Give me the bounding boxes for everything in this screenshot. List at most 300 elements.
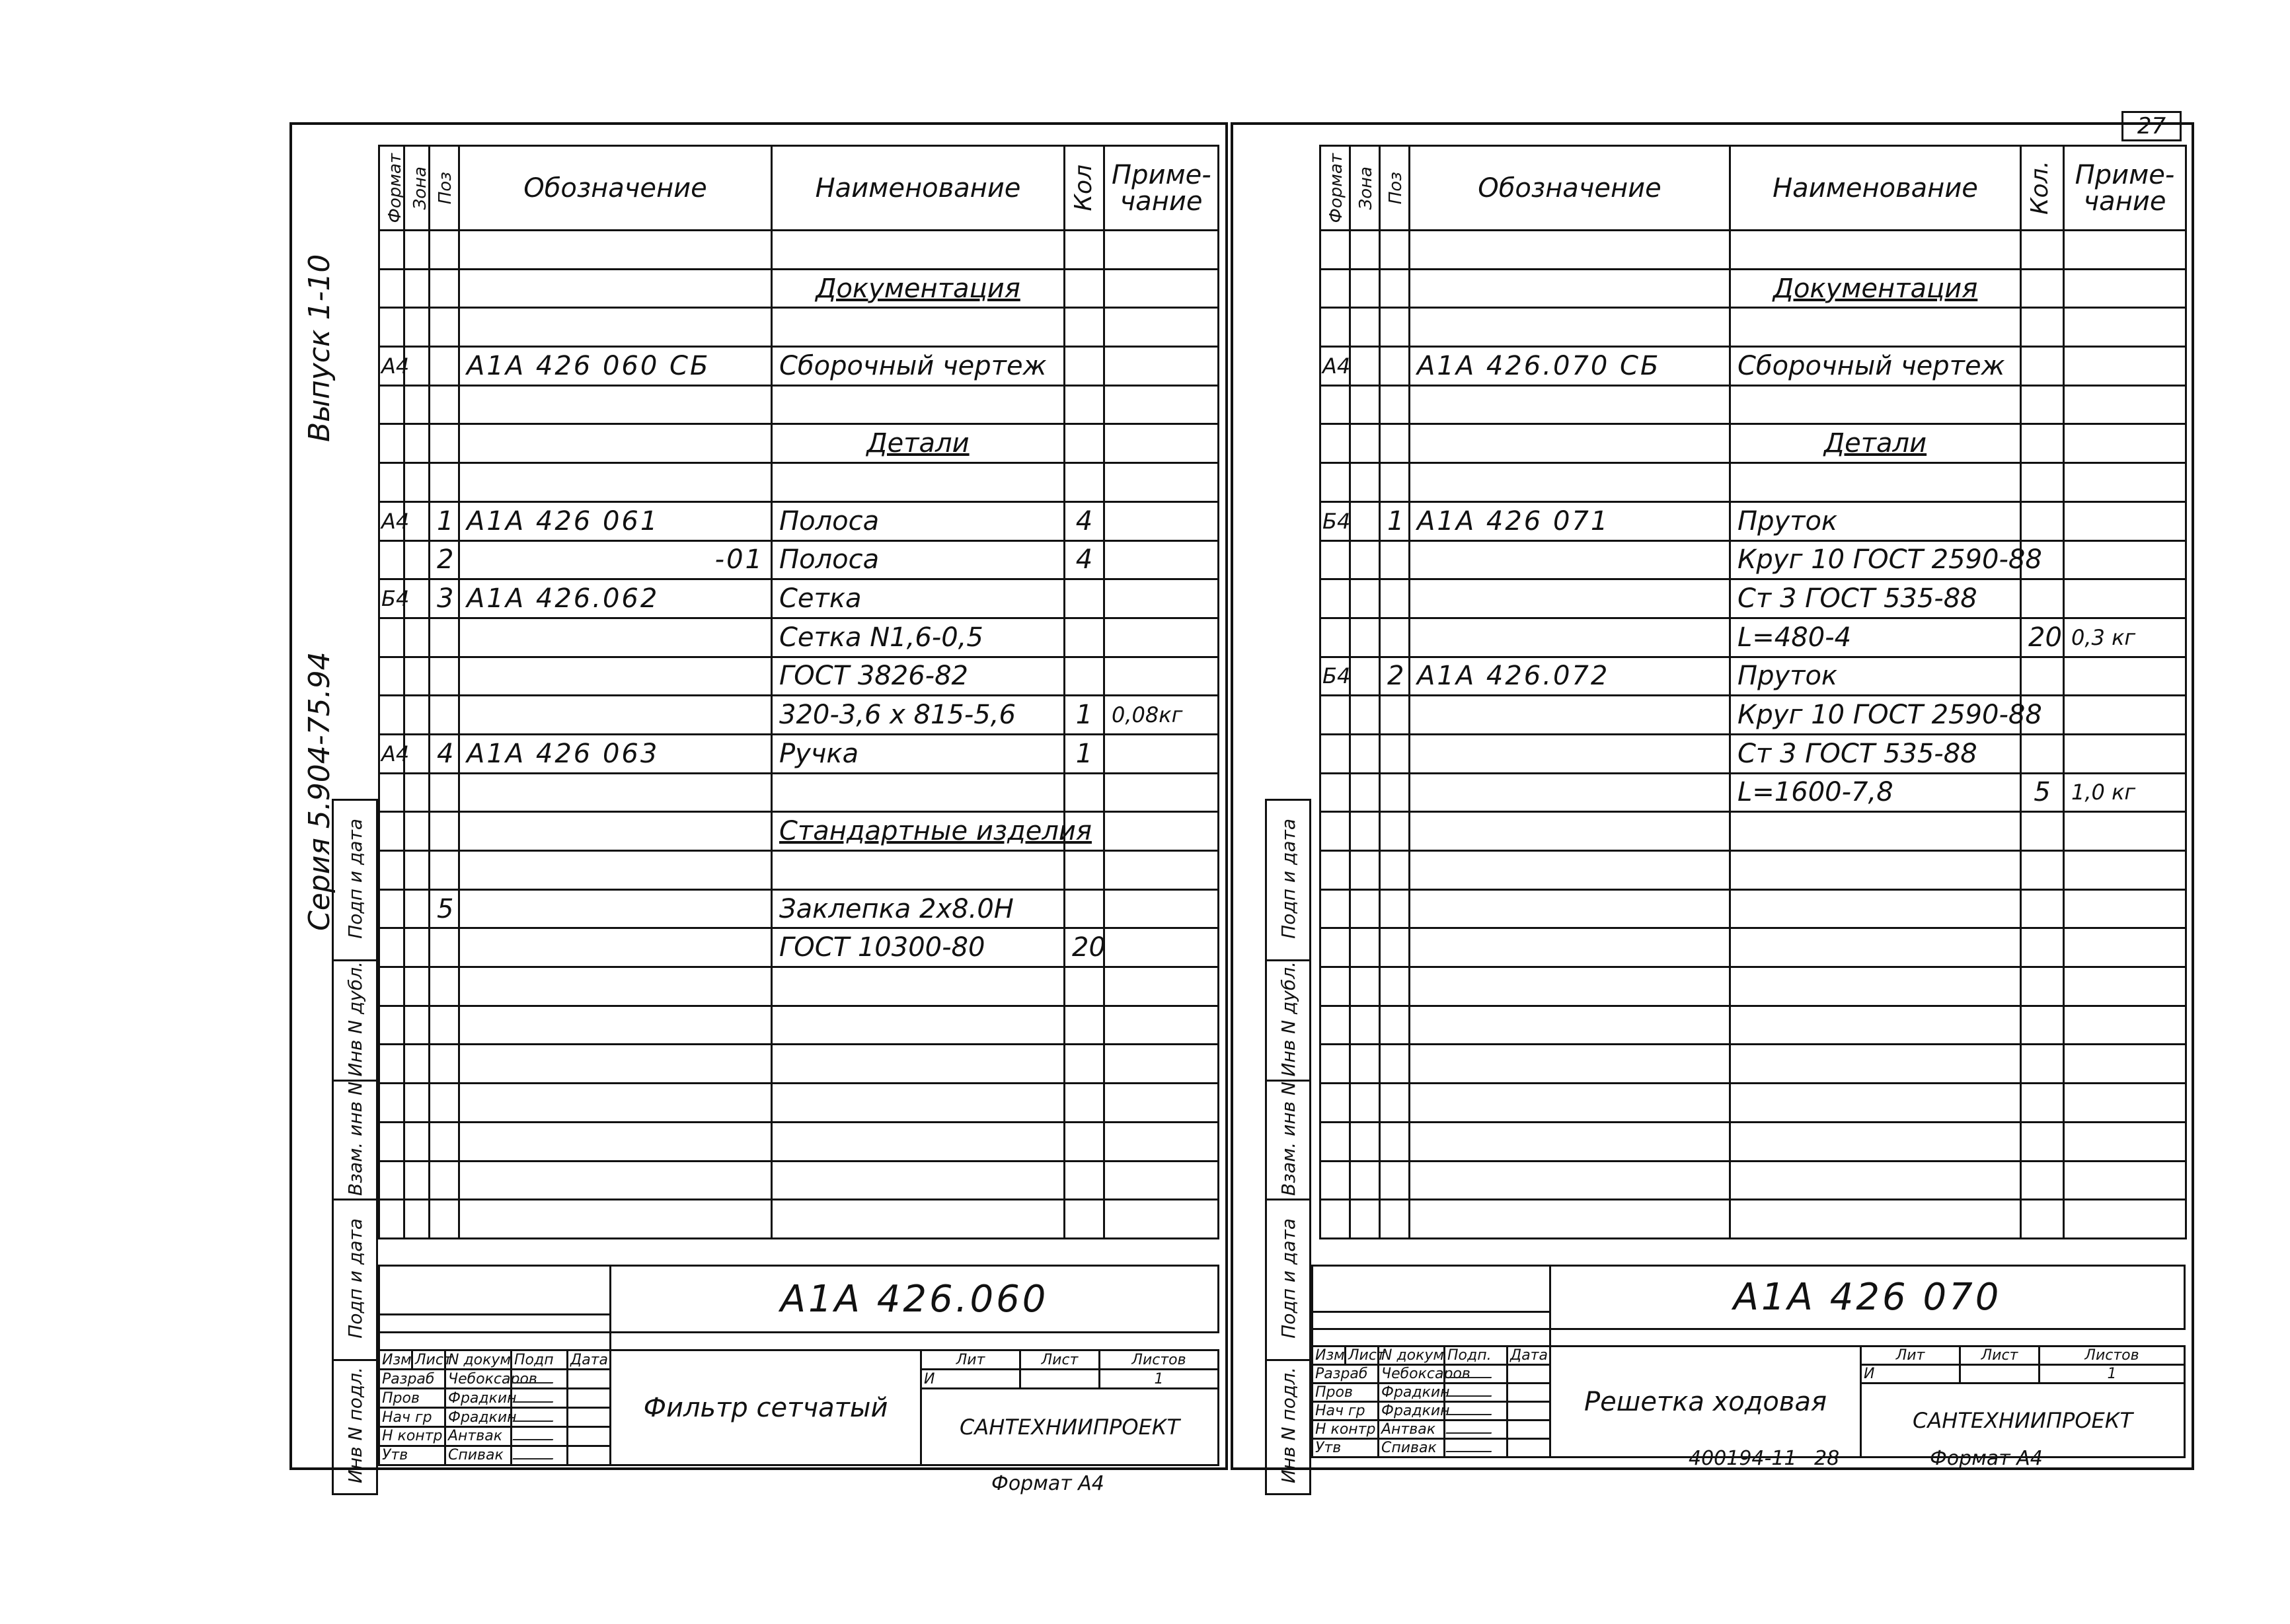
cell-note — [1104, 1200, 1219, 1239]
cell-note — [1104, 269, 1219, 308]
cell-note — [1104, 851, 1219, 890]
cell-note — [2064, 231, 2186, 270]
cell-name: Полоса — [772, 501, 1065, 540]
table-row — [1320, 851, 2186, 890]
table-row — [1320, 812, 2186, 851]
cell-pos — [1380, 540, 1410, 579]
cell-pos: 3 — [430, 579, 459, 618]
cell-name — [1730, 1006, 2021, 1045]
cell-zone — [1350, 269, 1380, 308]
cell-designation — [459, 1006, 772, 1045]
cell-name: L=480-4 — [1730, 618, 2021, 657]
cell-note — [2064, 889, 2186, 928]
cell-designation — [1410, 1045, 1730, 1084]
cell-qty — [2021, 424, 2064, 463]
cell-pos — [1380, 1122, 1410, 1161]
left-doc-code: А1А 426.060 — [611, 1266, 1219, 1333]
cell-designation — [1410, 269, 1730, 308]
cell-format: А4 — [379, 734, 404, 773]
cell-designation — [1410, 540, 1730, 579]
cell-qty — [2021, 501, 2064, 540]
cell-designation — [1410, 463, 1730, 502]
cell-note — [1104, 1006, 1219, 1045]
cell-zone — [1350, 424, 1380, 463]
cell-format — [379, 657, 404, 696]
cell-zone — [1350, 967, 1380, 1006]
cell-designation — [1410, 812, 1730, 851]
cell-format — [1320, 231, 1350, 270]
cell-pos — [430, 1161, 459, 1200]
cell-zone — [404, 889, 430, 928]
listov-head: Листов — [1100, 1350, 1219, 1370]
table-row — [1320, 424, 2186, 463]
cell-name: Ручка — [772, 734, 1065, 773]
cell-qty — [2021, 579, 2064, 618]
cell-note — [2064, 385, 2186, 424]
cell-qty — [2021, 1200, 2064, 1239]
cell-name — [772, 308, 1065, 347]
cell-qty — [1065, 851, 1104, 890]
cell-note — [1104, 657, 1219, 696]
stamp-head: Дата — [1508, 1347, 1550, 1365]
cell-designation — [459, 812, 772, 851]
cell-note — [1104, 347, 1219, 386]
table-row — [379, 1045, 1219, 1084]
cell-designation — [1410, 889, 1730, 928]
cell-format: Б4 — [1320, 501, 1350, 540]
cell-designation — [459, 1200, 772, 1239]
cell-format — [1320, 928, 1350, 967]
cell-pos: 1 — [1380, 501, 1410, 540]
table-row — [1320, 1122, 2186, 1161]
cell-designation — [459, 618, 772, 657]
cell-pos: 2 — [1380, 657, 1410, 696]
cell-designation — [459, 231, 772, 270]
table-row — [379, 1006, 1219, 1045]
col-zone: Зона — [410, 166, 430, 210]
cell-name: Пруток — [1730, 501, 2021, 540]
cell-qty — [1065, 1045, 1104, 1084]
cell-qty — [1065, 231, 1104, 270]
table-row — [379, 889, 1219, 928]
cell-note — [1104, 618, 1219, 657]
cell-qty — [2021, 851, 2064, 890]
cell-pos: 5 — [430, 889, 459, 928]
cell-designation — [459, 889, 772, 928]
cell-note — [2064, 851, 2186, 890]
cell-zone — [404, 928, 430, 967]
cell-qty — [2021, 657, 2064, 696]
cell-qty — [2021, 734, 2064, 773]
table-row — [1320, 696, 2186, 735]
cell-qty — [1065, 1084, 1104, 1123]
cell-format — [1320, 734, 1350, 773]
col-note: Приме- чание — [2064, 146, 2186, 231]
cell-qty: 1 — [1065, 696, 1104, 735]
cell-designation: -01 — [459, 540, 772, 579]
cell-qty: 1 — [1065, 734, 1104, 773]
right-format-note: Формат А4 — [1930, 1447, 2043, 1470]
cell-qty — [2021, 889, 2064, 928]
cell-designation — [1410, 773, 1730, 812]
cell-name — [1730, 269, 2021, 308]
cell-pos — [1380, 967, 1410, 1006]
cell-note — [1104, 501, 1219, 540]
role-name: Антвак — [445, 1427, 512, 1446]
table-row — [379, 463, 1219, 502]
cell-zone — [404, 1084, 430, 1123]
cell-pos — [1380, 696, 1410, 735]
cell-qty — [2021, 1045, 2064, 1084]
cell-zone — [404, 967, 430, 1006]
cell-zone — [1350, 308, 1380, 347]
stamp-head: N докум — [1379, 1347, 1445, 1365]
role-name: Фрадкин — [445, 1408, 512, 1427]
cell-name: Полоса — [772, 540, 1065, 579]
cell-note — [1104, 1084, 1219, 1123]
role-name: Фрадкин — [1379, 1402, 1445, 1421]
cell-designation — [459, 463, 772, 502]
cell-note — [2064, 501, 2186, 540]
cell-qty — [2021, 1122, 2064, 1161]
role-label: Разраб — [379, 1370, 445, 1389]
cell-name: ГОСТ 3826-82 — [772, 657, 1065, 696]
stamp-head: Лист — [412, 1350, 445, 1370]
cell-note — [1104, 1045, 1219, 1084]
cell-designation: А1А 426.072 — [1410, 657, 1730, 696]
cell-zone — [404, 696, 430, 735]
cell-qty — [2021, 347, 2064, 386]
cell-format — [1320, 1045, 1350, 1084]
cell-format — [379, 1122, 404, 1161]
page-number: 27 — [2121, 111, 2182, 141]
cell-pos — [430, 385, 459, 424]
cell-pos — [430, 269, 459, 308]
list-head: Лист — [1960, 1347, 2040, 1365]
cell-format — [1320, 696, 1350, 735]
cell-zone — [1350, 231, 1380, 270]
cell-designation — [1410, 385, 1730, 424]
cell-note: 0,08кг — [1104, 696, 1219, 735]
signature — [512, 1370, 568, 1389]
cell-name — [1730, 308, 2021, 347]
cell-note — [2064, 1161, 2186, 1200]
cell-format — [1320, 1084, 1350, 1123]
cell-zone — [404, 1122, 430, 1161]
side-box-label: Инв N подл. — [1277, 1367, 1299, 1484]
cell-format — [379, 618, 404, 657]
cell-qty — [1065, 889, 1104, 928]
col-name: Наименование — [1730, 146, 2021, 231]
cell-note — [2064, 579, 2186, 618]
cell-format — [379, 851, 404, 890]
cell-designation — [459, 696, 772, 735]
cell-designation — [1410, 1122, 1730, 1161]
role-label: Нач гр — [1313, 1402, 1379, 1421]
left-doc-title: Фильтр сетчатый — [611, 1350, 921, 1465]
cell-format — [379, 1045, 404, 1084]
cell-designation: А1А 426 063 — [459, 734, 772, 773]
cell-qty — [2021, 269, 2064, 308]
cell-designation — [459, 1122, 772, 1161]
cell-format — [379, 231, 404, 270]
role-label: Нач гр — [379, 1408, 445, 1427]
cell-pos — [430, 347, 459, 386]
cell-name: L=1600-7,8 — [1730, 773, 2021, 812]
cell-pos — [430, 424, 459, 463]
cell-qty: 20 — [1065, 928, 1104, 967]
table-row — [379, 1200, 1219, 1239]
left-format-note: Формат А4 — [991, 1472, 1104, 1495]
cell-zone — [1350, 347, 1380, 386]
cell-note — [2064, 928, 2186, 967]
role-name: Фрадкин — [445, 1389, 512, 1408]
table-row — [379, 812, 1219, 851]
listov-head: Листов — [2040, 1347, 2185, 1365]
cell-note — [2064, 269, 2186, 308]
cell-qty: 20 — [2021, 618, 2064, 657]
doc-number: 400194-11 — [1689, 1447, 1797, 1470]
cell-zone — [404, 812, 430, 851]
table-row — [1320, 889, 2186, 928]
left-title-block — [378, 1265, 1219, 1466]
stamp-head: Подп — [512, 1350, 568, 1370]
stamp-head: Дата — [568, 1350, 611, 1370]
right-spec-sheet — [1231, 122, 2194, 1484]
col-format: Формат — [385, 153, 405, 223]
cell-format — [1320, 851, 1350, 890]
cell-designation — [1410, 618, 1730, 657]
cell-zone — [1350, 734, 1380, 773]
side-box-label: Подп и дата — [1277, 1218, 1299, 1339]
cell-qty — [1065, 618, 1104, 657]
cell-name: ГОСТ 10300-80 — [772, 928, 1065, 967]
cell-format: Б4 — [379, 579, 404, 618]
cell-designation — [459, 308, 772, 347]
cell-note — [1104, 579, 1219, 618]
section-heading: Стандартные изделия — [779, 816, 1092, 847]
cell-name: Круг 10 ГОСТ 2590-88 — [1730, 696, 2021, 735]
cell-name — [1730, 424, 2021, 463]
side-box-label: Инв N дубл. — [1277, 961, 1299, 1077]
cell-pos — [1380, 1161, 1410, 1200]
cell-designation — [459, 1161, 772, 1200]
table-row — [1320, 1084, 2186, 1123]
cell-name: Ст 3 ГОСТ 535-88 — [1730, 579, 2021, 618]
table-row — [379, 501, 1219, 540]
section-heading: Детали — [1823, 428, 1927, 459]
table-row — [1320, 579, 2186, 618]
table-row — [1320, 501, 2186, 540]
cell-qty — [1065, 1200, 1104, 1239]
cell-name — [772, 463, 1065, 502]
cell-designation — [459, 773, 772, 812]
cell-designation — [1410, 967, 1730, 1006]
cell-pos — [430, 463, 459, 502]
cell-note — [2064, 463, 2186, 502]
cell-note — [1104, 967, 1219, 1006]
cell-note — [1104, 812, 1219, 851]
cell-name: Сетка — [772, 579, 1065, 618]
cell-note — [2064, 734, 2186, 773]
cell-format — [1320, 1161, 1350, 1200]
table-row — [379, 696, 1219, 735]
cell-designation — [459, 928, 772, 967]
cell-name: Ст 3 ГОСТ 535-88 — [1730, 734, 2021, 773]
table-row — [379, 424, 1219, 463]
cell-name: Заклепка 2х8.0Н — [772, 889, 1065, 928]
table-row — [379, 967, 1219, 1006]
table-row — [379, 308, 1219, 347]
cell-name: Круг 10 ГОСТ 2590-88 — [1730, 540, 2021, 579]
table-row — [1320, 385, 2186, 424]
cell-designation — [459, 1084, 772, 1123]
cell-designation — [459, 967, 772, 1006]
cell-qty — [1065, 657, 1104, 696]
section-heading: Документация — [816, 273, 1020, 304]
cell-zone — [1350, 1122, 1380, 1161]
cell-name — [1730, 385, 2021, 424]
role-label: Пров — [1313, 1384, 1379, 1402]
cell-note — [2064, 1122, 2186, 1161]
table-row — [379, 385, 1219, 424]
cell-pos — [430, 812, 459, 851]
cell-zone — [1350, 385, 1380, 424]
cell-format — [379, 1200, 404, 1239]
left-spec-table — [378, 145, 1219, 1239]
side-box-label: Подп и дата — [344, 819, 366, 939]
cell-pos — [1380, 385, 1410, 424]
table-row — [1320, 231, 2186, 270]
cell-name — [772, 231, 1065, 270]
cell-note — [2064, 1006, 2186, 1045]
cell-pos — [1380, 463, 1410, 502]
cell-pos — [430, 618, 459, 657]
right-doc-code: А1А 426 070 — [1550, 1266, 2185, 1329]
signature — [512, 1446, 568, 1465]
col-pos: Поз — [436, 171, 455, 205]
side-box-label: Инв N дубл. — [344, 961, 366, 1077]
cell-name — [772, 812, 1092, 851]
cell-pos — [1380, 347, 1410, 386]
cell-qty — [2021, 812, 2064, 851]
cell-pos — [1380, 308, 1410, 347]
signature — [1445, 1421, 1508, 1439]
cell-format — [1320, 540, 1350, 579]
lit-value: И — [921, 1370, 1020, 1389]
cell-pos — [1380, 1006, 1410, 1045]
cell-note — [1104, 385, 1219, 424]
cell-name — [1730, 851, 2021, 890]
cell-format — [379, 463, 404, 502]
vypusk-text: Выпуск 1-10 — [303, 254, 336, 442]
cell-qty — [1065, 1161, 1104, 1200]
cell-name — [772, 1200, 1065, 1239]
cell-pos: 4 — [430, 734, 459, 773]
listov-value: 1 — [1100, 1370, 1219, 1389]
cell-pos — [430, 1122, 459, 1161]
cell-name — [772, 773, 1065, 812]
cell-zone — [404, 308, 430, 347]
side-box-label: Подп и дата — [1277, 819, 1299, 939]
cell-zone — [1350, 501, 1380, 540]
cell-note — [1104, 734, 1219, 773]
col-zone: Зона — [1356, 166, 1376, 210]
cell-pos — [1380, 851, 1410, 890]
cell-designation — [1410, 1161, 1730, 1200]
cell-pos — [430, 1084, 459, 1123]
cell-qty — [2021, 385, 2064, 424]
cell-zone — [1350, 463, 1380, 502]
cell-format — [379, 812, 404, 851]
cell-designation — [1410, 928, 1730, 967]
cell-designation: А1А 426 061 — [459, 501, 772, 540]
cell-designation — [1410, 734, 1730, 773]
col-designation: Обозначение — [1410, 146, 1730, 231]
role-name: Чебоксаров — [1379, 1365, 1445, 1384]
role-label: Н контр — [1313, 1421, 1379, 1439]
left-org: САНТЕХНИИПРОЕКТ — [921, 1389, 1219, 1465]
list-value — [1960, 1365, 2040, 1384]
cell-zone — [404, 231, 430, 270]
table-row — [379, 269, 1219, 308]
cell-note — [2064, 1045, 2186, 1084]
table-row — [379, 540, 1219, 579]
cell-zone — [1350, 579, 1380, 618]
cell-designation — [1410, 231, 1730, 270]
cell-format: А4 — [1320, 347, 1350, 386]
table-row — [1320, 773, 2186, 812]
cell-format — [1320, 618, 1350, 657]
role-name: Антвак — [1379, 1421, 1445, 1439]
cell-name — [1730, 1084, 2021, 1123]
cell-designation — [459, 851, 772, 890]
cell-note — [2064, 1084, 2186, 1123]
cell-name — [772, 1045, 1065, 1084]
cell-name — [1730, 889, 2021, 928]
cell-designation: А1А 426 060 СБ — [459, 347, 772, 386]
table-row — [379, 657, 1219, 696]
cell-format — [1320, 463, 1350, 502]
table-row — [1320, 1200, 2186, 1239]
cell-pos — [1380, 424, 1410, 463]
cell-format — [379, 1006, 404, 1045]
cell-format — [379, 540, 404, 579]
table-row — [379, 618, 1219, 657]
cell-pos — [430, 773, 459, 812]
col-name: Наименование — [772, 146, 1065, 231]
table-row — [379, 347, 1219, 386]
cell-format — [1320, 1200, 1350, 1239]
cell-format — [379, 1084, 404, 1123]
right-spec-table — [1319, 145, 2187, 1239]
role-name: Чебоксаров — [445, 1370, 512, 1389]
role-label: Разраб — [1313, 1365, 1379, 1384]
cell-format — [379, 424, 404, 463]
table-row — [1320, 1161, 2186, 1200]
cell-format — [379, 889, 404, 928]
cell-format — [1320, 1122, 1350, 1161]
table-row — [1320, 1006, 2186, 1045]
cell-note — [1104, 928, 1219, 967]
cell-format: А4 — [379, 347, 404, 386]
role-name: Спивак — [1379, 1439, 1445, 1458]
cell-note — [1104, 463, 1219, 502]
listov-value: 1 — [2040, 1365, 2185, 1384]
cell-note: 0,3 кг — [2064, 618, 2186, 657]
cell-note — [2064, 308, 2186, 347]
table-row — [379, 734, 1219, 773]
